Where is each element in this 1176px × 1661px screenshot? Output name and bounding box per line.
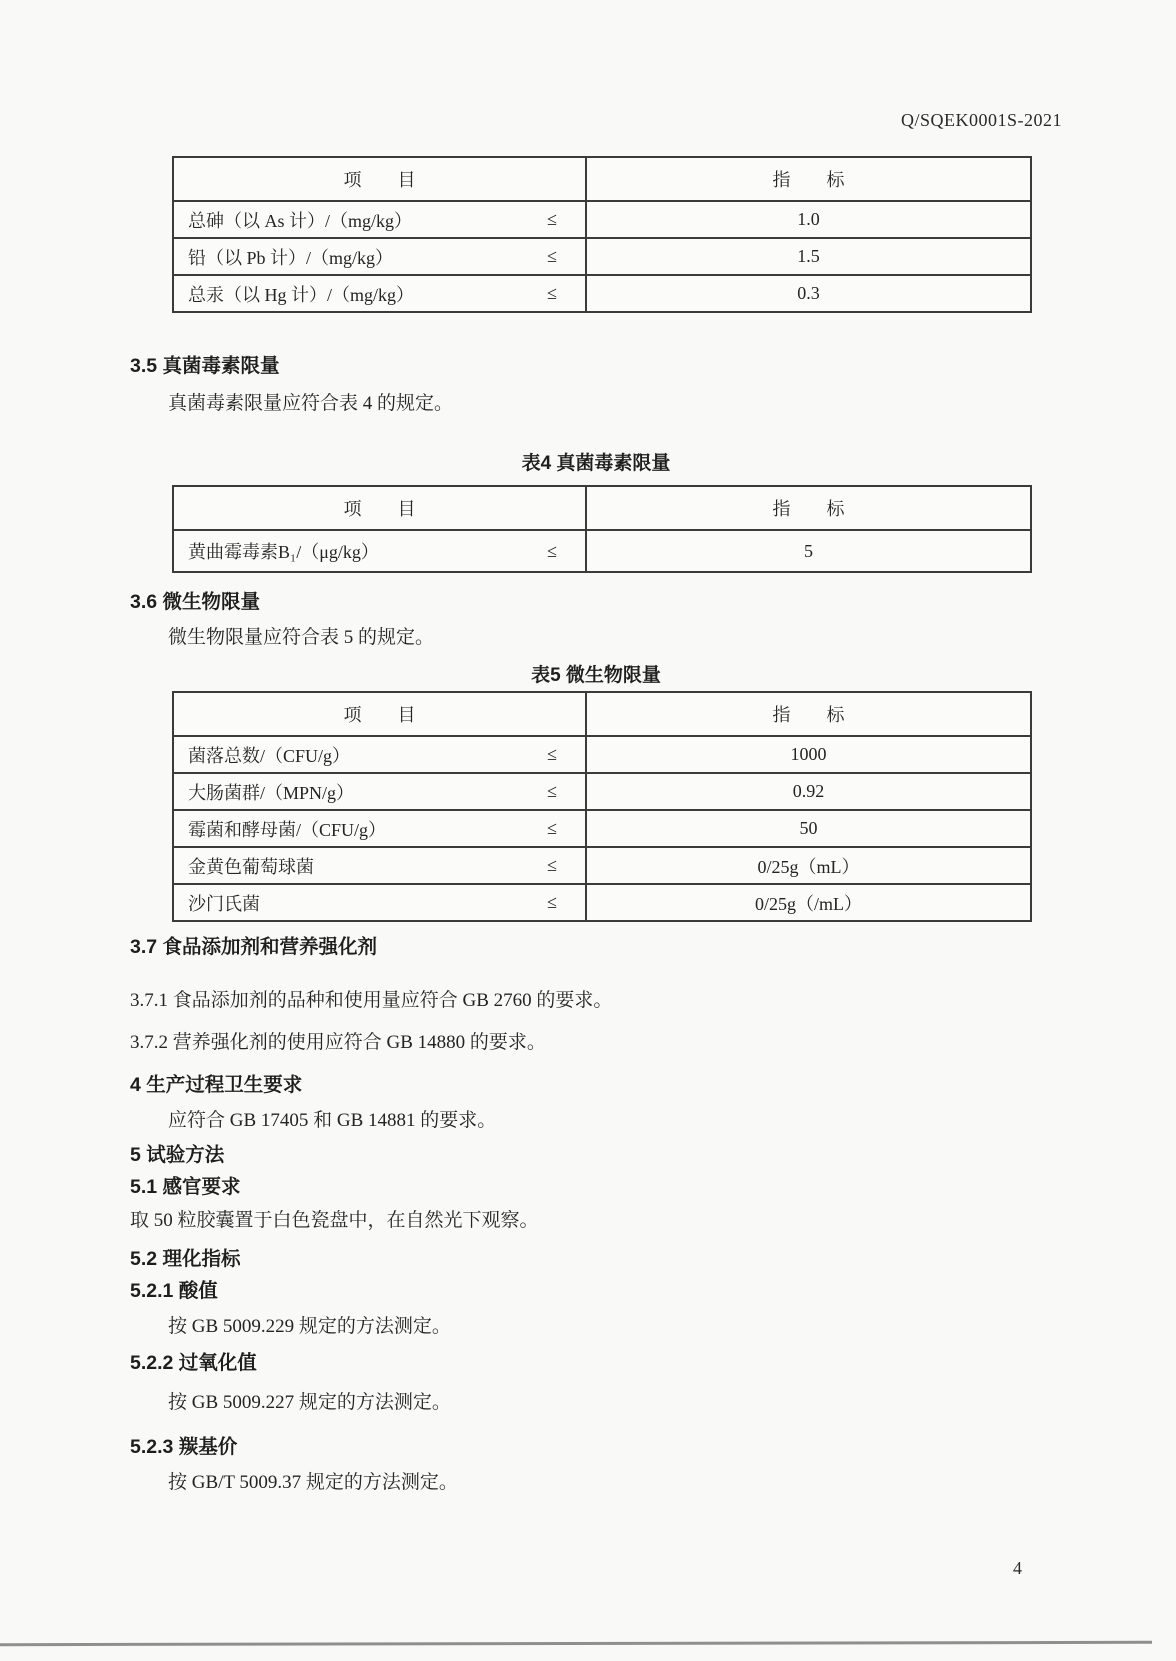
section-heading-5: 5 试验方法 [130,1144,225,1166]
section-body-3-7-1: 3.7.1 食品添加剂的品种和使用量应符合 GB 2760 的要求。 [130,990,613,1011]
table-header-row [174,487,1030,529]
row-value: 1000 [790,744,827,764]
section-body-3-5: 真菌毒素限量应符合表 4 的规定。 [168,393,454,414]
column-header-item: 项 目 [174,158,587,200]
row-value: 0.3 [797,283,820,303]
lte-symbol: ≤ [547,246,557,266]
section-body-5-2-2: 按 GB 5009.227 规定的方法测定。 [168,1392,451,1413]
section-body-3-6: 微生物限量应符合表 5 的规定。 [168,627,435,648]
section-heading-3-5: 3.5 真菌毒素限量 [130,355,280,377]
row-value: 50 [799,818,818,838]
column-header-item: 项 目 [174,487,587,529]
row-item-label: 总汞（以 Hg 计）/（mg/kg） [188,284,415,305]
contaminant-limits-table [172,156,1032,313]
lte-symbol: ≤ [547,892,557,912]
section-heading-3-6: 3.6 微生物限量 [130,591,261,613]
table-row [174,809,1030,846]
scan-artifact-line [0,1641,1152,1646]
section-heading-5-2-1: 5.2.1 酸值 [130,1280,218,1302]
row-value: 1.5 [797,246,820,266]
column-header-value: 指 标 [772,170,845,190]
row-item-label: 菌落总数/（CFU/g） [188,745,351,766]
section-body-5-2-3: 按 GB/T 5009.37 规定的方法测定。 [168,1472,458,1493]
page-number: 4 [1013,1558,1022,1578]
row-item-label: 总砷（以 As 计）/（mg/kg） [188,210,413,231]
row-value: 0/25g（/mL） [755,893,862,914]
row-item-label: 黄曲霉毒素B₁/（μg/kg） [188,542,379,562]
doc-code: Q/SQEK0001S-2021 [900,110,1062,130]
column-header-value: 指 标 [772,499,845,519]
lte-symbol: ≤ [547,744,557,764]
table-row [174,237,1030,274]
lte-symbol: ≤ [547,209,557,229]
table4-caption: 表4 真菌毒素限量 [521,453,671,474]
section-body-3-7-2: 3.7.2 营养强化剂的使用应符合 GB 14880 的要求。 [130,1032,546,1053]
section-body-4: 应符合 GB 17405 和 GB 14881 的要求。 [168,1110,497,1131]
table-header-row [174,158,1030,200]
lte-symbol: ≤ [547,818,557,838]
column-header-item: 项 目 [174,693,587,735]
section-heading-5-2-2: 5.2.2 过氧化值 [130,1352,257,1374]
section-body-5-1: 取 50 粒胶囊置于白色瓷盘中，在自然光下观察。 [130,1210,539,1231]
row-value: 0.92 [792,781,825,801]
section-heading-3-7: 3.7 食品添加剂和营养强化剂 [130,936,378,958]
section-heading-5-2-3: 5.2.3 羰基价 [130,1436,238,1458]
table-row [174,883,1030,920]
row-item-label: 霉菌和酵母菌/（CFU/g） [188,819,387,840]
row-value: 0/25g（mL） [757,856,860,877]
section-heading-4: 4 生产过程卫生要求 [130,1074,303,1096]
mycotoxin-limits-table [172,485,1032,573]
section-body-5-2-1: 按 GB 5009.229 规定的方法测定。 [168,1316,451,1337]
table-header-row [174,693,1030,735]
table-row [174,735,1030,772]
lte-symbol: ≤ [547,540,557,561]
table-row [174,529,1030,571]
row-value: 1.0 [797,209,820,229]
section-heading-5-1: 5.1 感官要求 [130,1176,241,1198]
table-row [174,772,1030,809]
row-item-label: 大肠菌群/（MPN/g） [188,782,355,803]
row-item-label: 金黄色葡萄球菌 [188,856,314,877]
column-header-value: 指 标 [772,705,845,725]
row-value: 5 [804,540,813,561]
row-item-label: 沙门氏菌 [188,893,260,914]
table5-caption: 表5 微生物限量 [531,665,661,686]
section-heading-5-2: 5.2 理化指标 [130,1248,241,1270]
microbial-limits-table [172,691,1032,922]
lte-symbol: ≤ [547,855,557,875]
table-row [174,846,1030,883]
table-row [174,200,1030,237]
lte-symbol: ≤ [547,781,557,801]
table-row [174,274,1030,311]
lte-symbol: ≤ [547,283,557,303]
row-item-label: 铅（以 Pb 计）/（mg/kg） [188,247,394,268]
